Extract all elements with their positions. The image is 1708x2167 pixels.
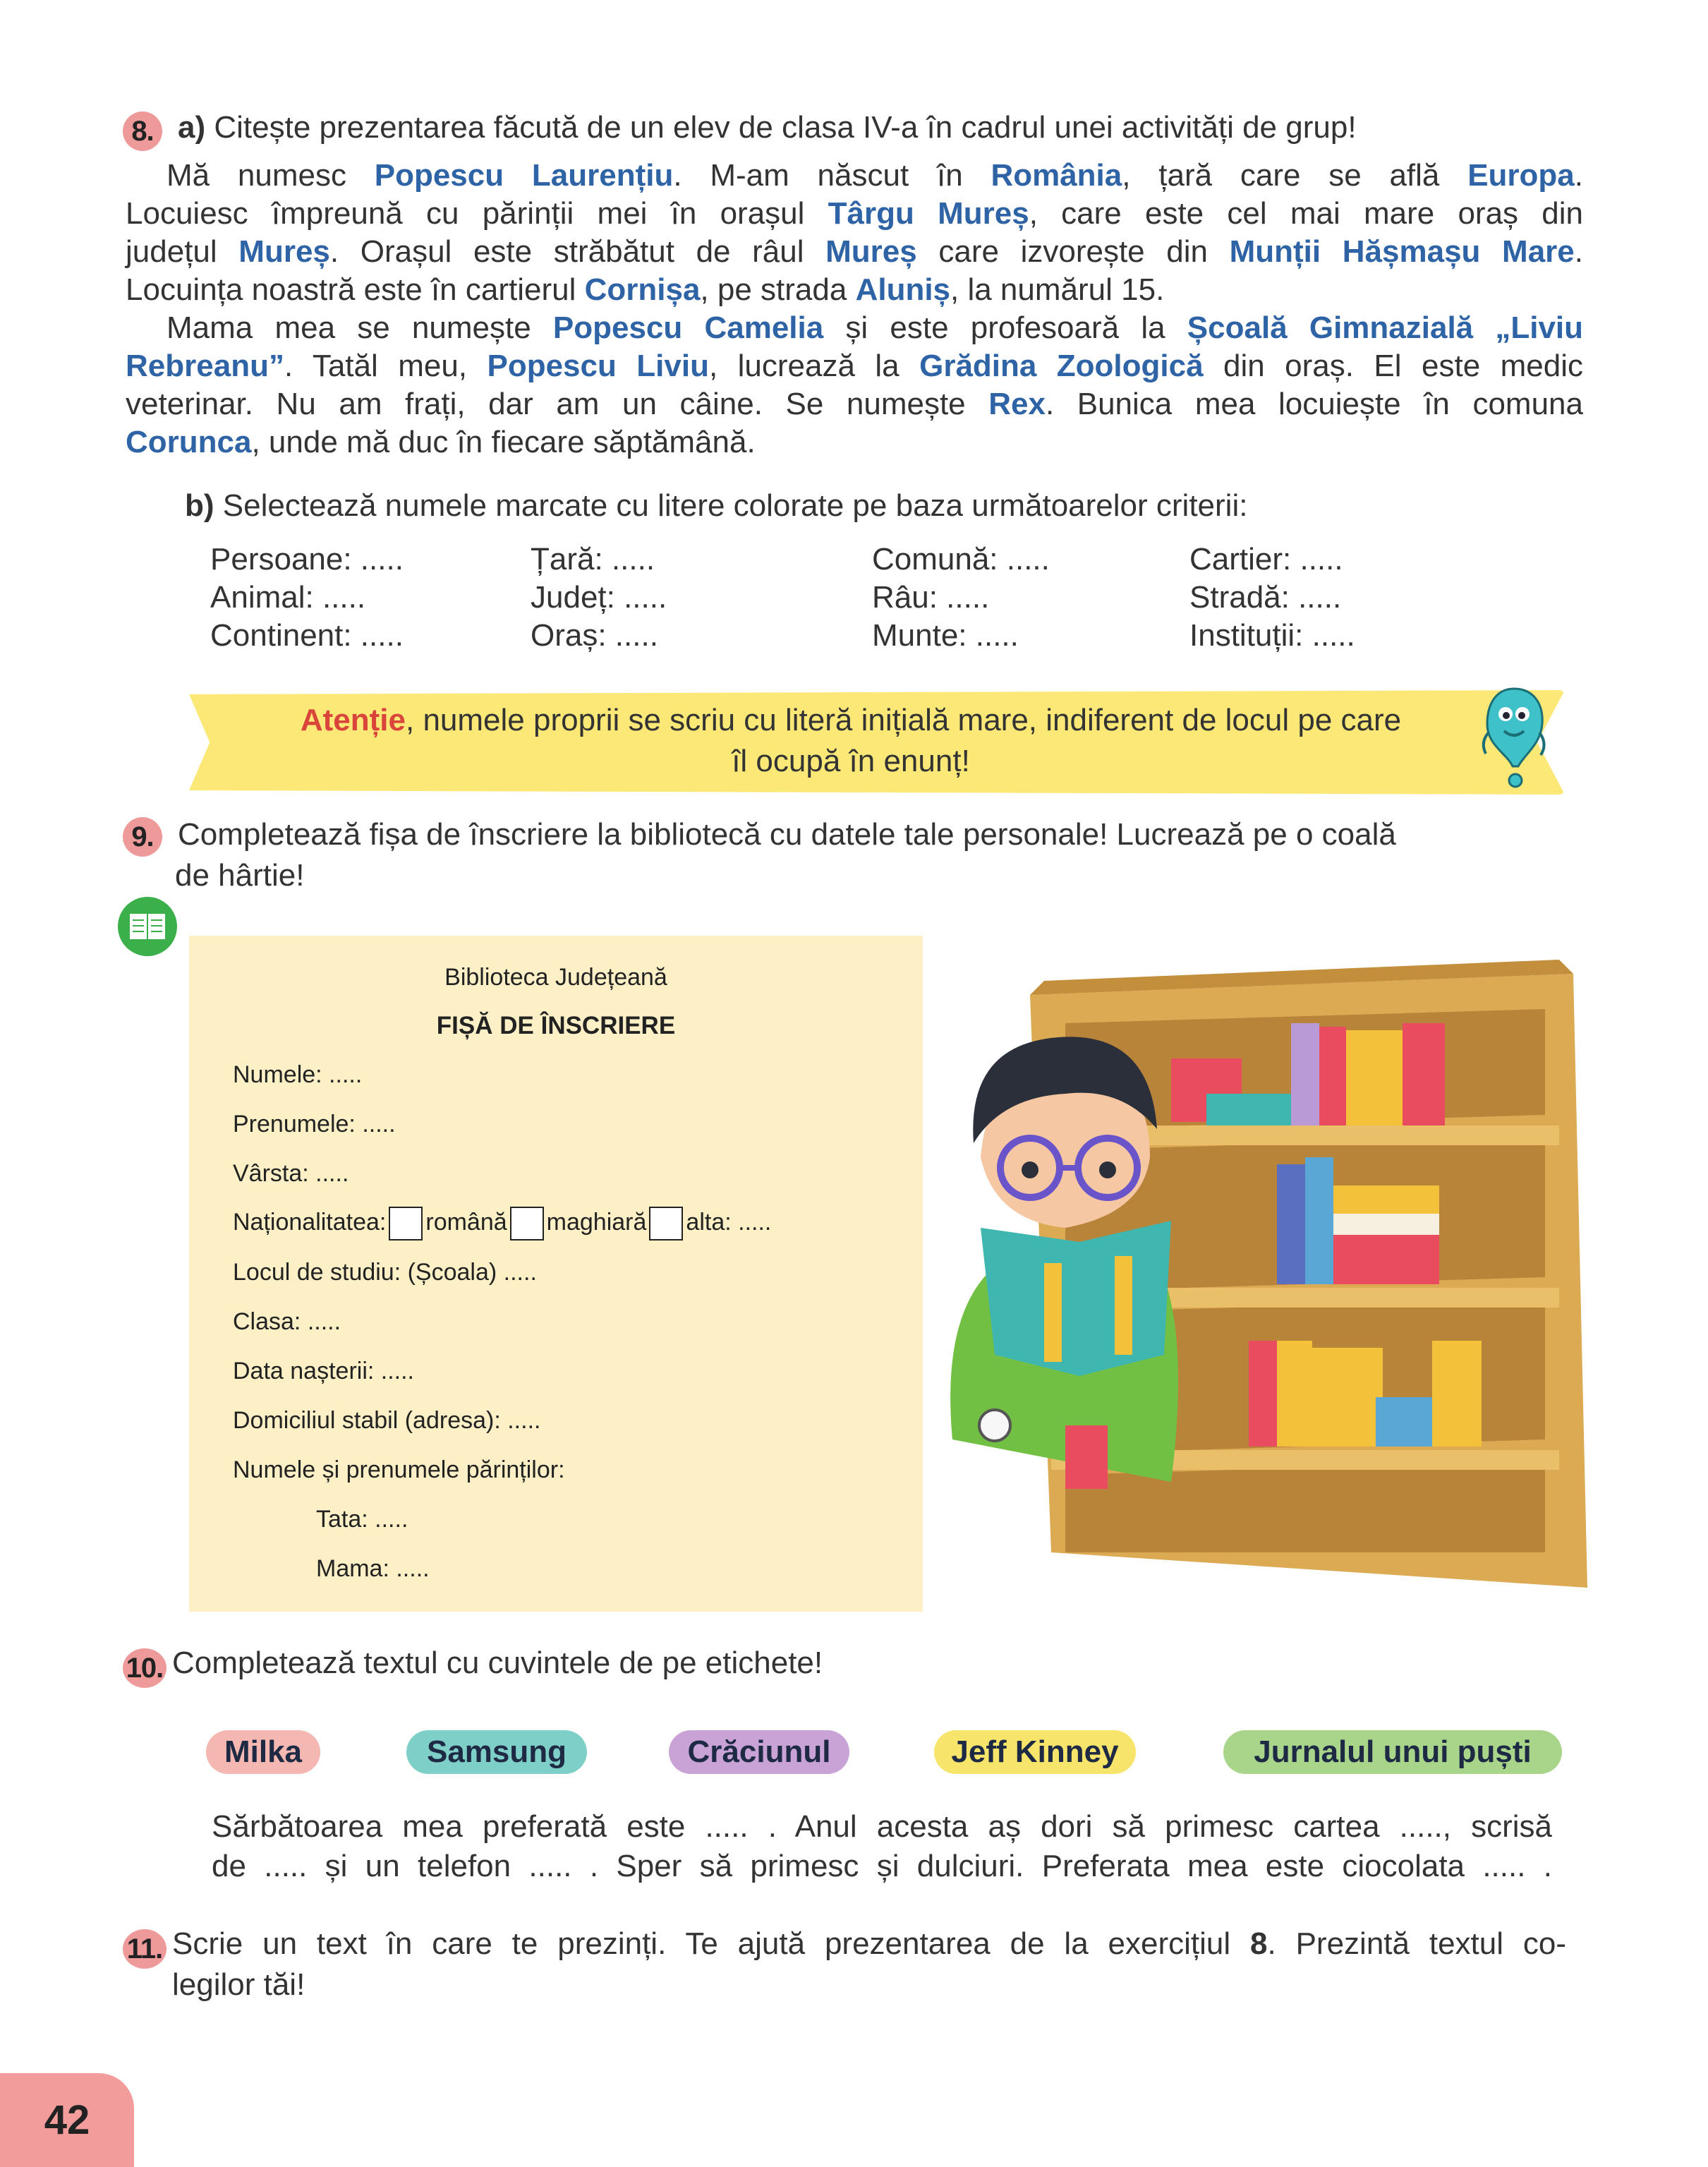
form-field-age: Vârsta: .....: [233, 1160, 349, 1187]
attention-word: Atenție: [300, 703, 406, 737]
nationality-option-3: alta: .....: [686, 1208, 772, 1236]
nationality-checkbox-1[interactable]: [389, 1207, 423, 1241]
form-title: FIȘĂ DE ÎNSCRIERE: [436, 1012, 676, 1039]
criterion-item: Munte: .....: [872, 618, 1019, 653]
exercise-10-number: 10.: [123, 1648, 166, 1688]
proper-name-highlight: Grădina Zoologică: [919, 349, 1204, 383]
criterion-item: Județ: .....: [531, 580, 667, 615]
page-number: 42: [44, 2097, 90, 2143]
tag-craciunul: Crăciunul: [669, 1730, 849, 1774]
part-b-label: b): [185, 488, 214, 523]
tag-samsung: Samsung: [406, 1730, 587, 1774]
text-segment: veterinar. Nu am frați, dar am un câine. Se numește: [126, 387, 989, 421]
text-segment: .: [1574, 234, 1583, 269]
text-segment: și este profesoară la: [823, 310, 1187, 345]
proper-name-highlight: Rebreanu”: [126, 349, 284, 383]
exercise-8a-instruction: [178, 109, 1357, 147]
proper-name-highlight: Mureș: [238, 234, 330, 269]
exercise-10-instruction: Completează textul cu cuvintele de pe etichete!: [172, 1646, 823, 1680]
text-segment: , unde mă duc în fiecare săptămână.: [251, 425, 756, 459]
exercise-11-line-2: legilor tăi!: [172, 1967, 305, 2002]
criterion-item: Instituții: .....: [1189, 618, 1355, 653]
text-segment: Locuința noastră este în cartierul: [126, 272, 585, 307]
criterion-item: Oraș: .....: [531, 618, 658, 653]
notebook-icon: [116, 895, 179, 958]
form-field-mother: Mama: .....: [316, 1555, 430, 1582]
text-segment: care izvorește din: [916, 234, 1230, 269]
boy-reading-bookshelf-illustration: [938, 946, 1587, 1595]
criterion-item: Continent: .....: [210, 618, 404, 653]
exercise-10-text-line-1: Sărbătoarea mea preferată este ..... . Anul acesta aș dori să primesc cartea ....., scrisă: [212, 1809, 1552, 1844]
tag-jurnalul-unui-pusti: Jurnalul unui puști: [1223, 1730, 1562, 1774]
criterion-item: Comună: .....: [872, 542, 1050, 577]
criterion-item: Țară: .....: [531, 542, 655, 577]
attention-line-2: îl ocupă în enunț!: [732, 744, 970, 778]
proper-name-highlight: Popescu Camelia: [552, 310, 824, 345]
text-segment: . M-am născut în: [673, 158, 991, 193]
exercise-11-text-a: Scrie un text în care te prezinți. Te ajută prezentarea de la exercițiul: [172, 1926, 1251, 1961]
form-field-parents: Numele și prenumele părinților:: [233, 1456, 565, 1483]
text-segment: Locuiesc împreună cu părinții mei în orașul: [126, 196, 828, 231]
nationality-option-2: maghiară: [546, 1208, 647, 1236]
proper-name-highlight: Munții Hășmașu Mare: [1229, 234, 1575, 269]
criterion-item: Cartier: .....: [1189, 542, 1343, 577]
part-a-label: a): [178, 110, 206, 145]
form-field-class: Clasa: .....: [233, 1308, 341, 1335]
proper-name-highlight: Corunca: [126, 425, 252, 459]
criterion-item: Persoane: .....: [210, 542, 404, 577]
proper-name-highlight: România: [991, 158, 1122, 193]
exercise-11-line-1: [172, 1925, 1566, 1963]
paragraph-line: [126, 423, 1583, 461]
text-segment: . Orașul este străbătut de râul: [329, 234, 826, 269]
mascot-icon: [1479, 683, 1549, 789]
proper-name-highlight: Popescu Laurențiu: [374, 158, 674, 193]
proper-name-highlight: Aluniș: [855, 272, 951, 307]
exercise-11-text-c: . Prezintă textul co-: [1267, 1926, 1566, 1961]
criterion-item: Stradă: .....: [1189, 580, 1342, 615]
exercise-8b-instruction: [185, 487, 1247, 525]
exercise-9-number: 9.: [123, 817, 162, 857]
exercise-8-number: 8.: [123, 111, 162, 151]
exercise-9-line-2: de hârtie!: [175, 858, 305, 893]
attention-line-1: [230, 701, 1472, 740]
text-segment: , care este cel mai mare oraș din: [1029, 196, 1583, 231]
paragraph-line: [166, 309, 1583, 347]
tag-milka: Milka: [206, 1730, 320, 1774]
nationality-checkbox-2[interactable]: [510, 1207, 544, 1241]
nationality-option-1: română: [425, 1208, 507, 1236]
paragraph-line: [126, 385, 1583, 423]
text-segment: din oraș. El este medic: [1203, 349, 1583, 383]
text-segment: județul: [126, 234, 239, 269]
text-segment: Mama mea se numește: [166, 310, 553, 345]
proper-name-highlight: Popescu Liviu: [487, 349, 709, 383]
proper-name-highlight: Mureș: [825, 234, 917, 269]
form-field-nationality: [233, 1207, 771, 1241]
paragraph-line: [126, 271, 1583, 309]
nationality-checkbox-3[interactable]: [649, 1207, 683, 1241]
exercise-11-ref: 8: [1250, 1926, 1268, 1961]
form-field-address: Domiciliul stabil (adresa): .....: [233, 1407, 541, 1434]
form-header: Biblioteca Județeană: [444, 964, 667, 991]
text-segment: , lucrează la: [708, 349, 920, 383]
exercise-10-text-line-2: de ..... și un telefon ..... . Sper să primesc și dulciuri. Preferata mea este ciocolata ..... .: [212, 1849, 1552, 1883]
paragraph-line: [126, 233, 1583, 271]
form-field-first-name: Prenumele: .....: [233, 1111, 396, 1137]
text-segment: , la numărul 15.: [950, 272, 1165, 307]
form-field-school: Locul de studiu: (Școala) .....: [233, 1259, 537, 1286]
form-field-birth-date: Data nașterii: .....: [233, 1358, 414, 1384]
attention-text-1: , numele proprii se scriu cu literă inițială mare, indiferent de locul pe care: [406, 703, 1402, 737]
text-segment: . Tatăl meu,: [284, 349, 487, 383]
proper-name-highlight: Târgu Mureș: [828, 196, 1029, 231]
form-field-name: Numele: .....: [233, 1061, 363, 1088]
part-b-text: Selectează numele marcate cu litere colorate pe baza următoarelor criterii:: [214, 488, 1248, 523]
exercise-9-line-1: Completează fișa de înscriere la bibliotecă cu datele tale personale! Lucrează pe o coală: [178, 817, 1396, 852]
proper-name-highlight: Cornișa: [584, 272, 701, 307]
part-a-text: Citește prezentarea făcută de un elev de clasa IV-a în cadrul unei activități de grup!: [205, 110, 1357, 145]
paragraph-line: [126, 195, 1583, 233]
criterion-item: Animal: .....: [210, 580, 366, 615]
form-field-father: Tata: .....: [316, 1506, 408, 1533]
text-segment: Mă numesc: [166, 158, 375, 193]
nationality-label: Naționalitatea:: [233, 1208, 387, 1236]
exercise-11-number: 11.: [123, 1929, 166, 1969]
registration-form: [189, 936, 923, 1612]
paragraph-line: [166, 157, 1583, 195]
text-segment: , pe strada: [700, 272, 856, 307]
text-segment: , țară care se află: [1122, 158, 1468, 193]
paragraph-line: [126, 347, 1583, 385]
proper-name-highlight: Rex: [988, 387, 1046, 421]
tag-jeff-kinney: Jeff Kinney: [934, 1730, 1136, 1774]
text-segment: . Bunica mea locuiește în comuna: [1045, 387, 1583, 421]
text-segment: .: [1574, 158, 1583, 193]
criterion-item: Râu: .....: [872, 580, 990, 615]
proper-name-highlight: Școală Gimnazială „Liviu: [1187, 310, 1584, 345]
proper-name-highlight: Europa: [1467, 158, 1575, 193]
